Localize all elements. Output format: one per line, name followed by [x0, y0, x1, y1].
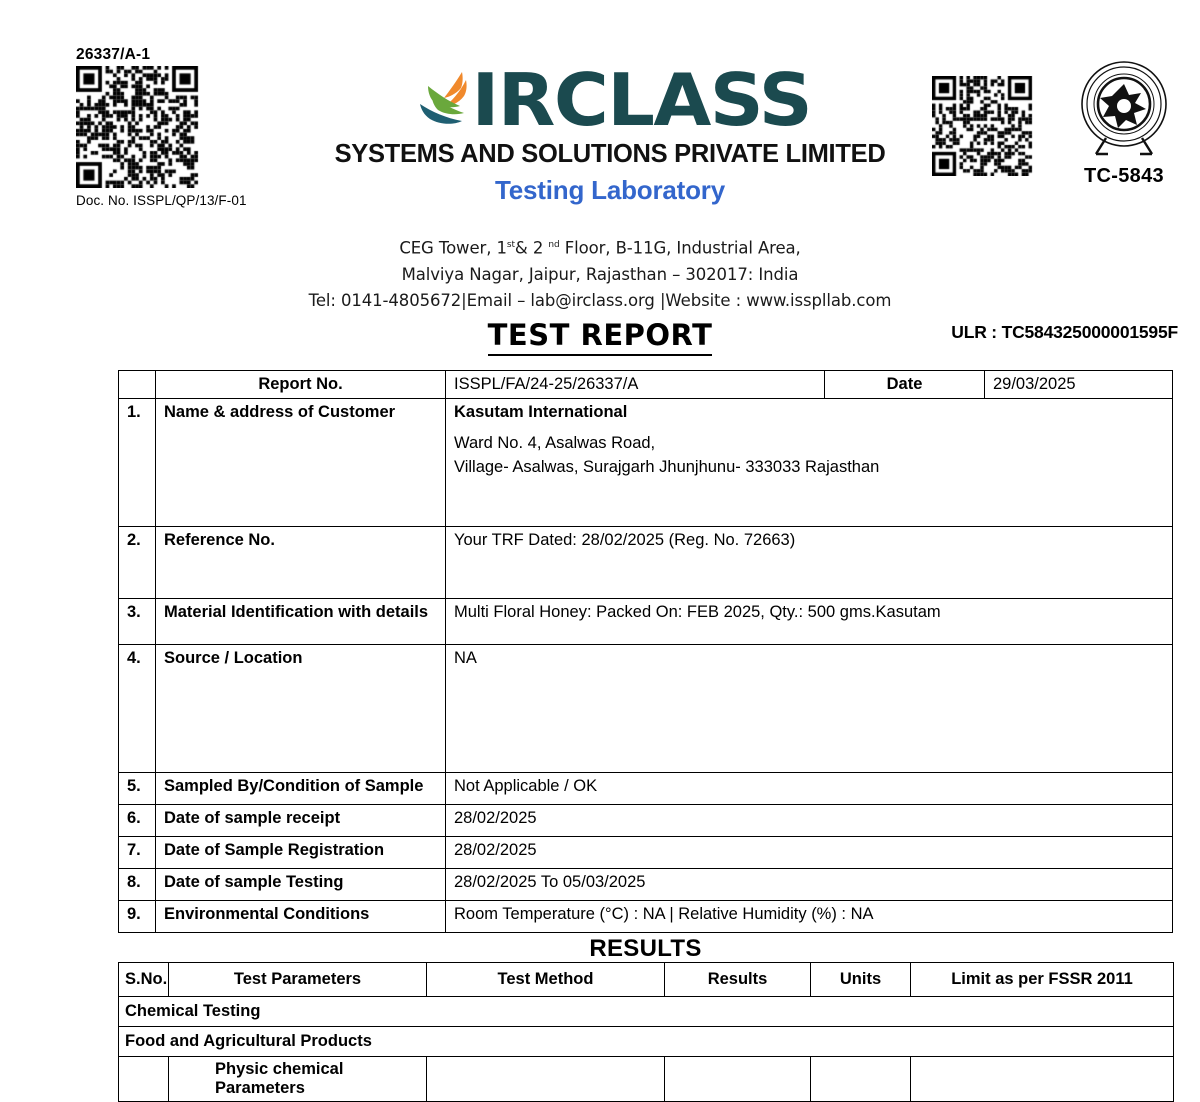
table-row	[119, 527, 1173, 599]
column-header-results: Results	[665, 963, 811, 997]
row-value: Your TRF Dated: 28/02/2025 (Reg. No. 72663)	[446, 527, 1173, 599]
row-label: Material Identification with details	[156, 599, 446, 645]
table-row-report-no	[119, 371, 1173, 399]
company-subtitle: SYSTEMS AND SOLUTIONS PRIVATE LIMITED	[334, 140, 886, 168]
empty-cell	[665, 1057, 811, 1102]
results-header-row	[119, 963, 1174, 997]
document-header	[0, 0, 1200, 225]
row-value: 28/02/2025	[446, 837, 1173, 869]
table-row	[119, 805, 1173, 837]
row-label: Name & address of Customer	[156, 399, 446, 527]
table-row	[119, 645, 1173, 773]
row-number: 4.	[119, 645, 156, 773]
row-label: Date of sample Testing	[156, 869, 446, 901]
row-value: Not Applicable / OK	[446, 773, 1173, 805]
accreditation-number: TC-5843	[1084, 165, 1164, 187]
table-row	[119, 773, 1173, 805]
row-value: 28/02/2025 To 05/03/2025	[446, 869, 1173, 901]
customer-address-line-1: Ward No. 4, Asalwas Road,	[454, 434, 656, 452]
company-logo-block	[300, 57, 920, 206]
row-label: Date of Sample Registration	[156, 837, 446, 869]
date-value: 29/03/2025	[985, 371, 1173, 399]
table-row	[119, 837, 1173, 869]
laboratory-address	[0, 232, 1200, 314]
row-number: 3.	[119, 599, 156, 645]
row-number: 9.	[119, 901, 156, 933]
report-info-table	[118, 370, 1173, 933]
group-label-food-agricultural: Food and Agricultural Products	[119, 1027, 1174, 1057]
ulr-number: ULR : TC584325000001595F	[951, 322, 1178, 342]
row-number: 7.	[119, 837, 156, 869]
row-value: Room Temperature (°C) : NA | Relative Humidity (%) : NA	[446, 901, 1173, 933]
customer-details	[446, 399, 1173, 527]
row-label: Reference No.	[156, 527, 446, 599]
document-code: 26337/A-1	[76, 46, 151, 63]
company-tagline: Testing Laboratory	[495, 175, 725, 205]
empty-cell	[119, 1057, 169, 1102]
qr-code-right	[932, 76, 1036, 181]
row-value: Multi Floral Honey: Packed On: FEB 2025, Qty.: 500 gms.Kasutam	[446, 599, 1173, 645]
nabl-seal-icon	[1072, 58, 1176, 162]
row-number: 2.	[119, 527, 156, 599]
table-row	[119, 901, 1173, 933]
row-number: 5.	[119, 773, 156, 805]
empty-cell	[911, 1057, 1174, 1102]
address-line-1: CEG Tower, 1st& 2 $^{nd}$ Floor, B-11G, Industrial Area,	[399, 238, 801, 258]
customer-name: Kasutam International	[454, 403, 628, 421]
row-label: Sampled By/Condition of Sample	[156, 773, 446, 805]
flame-leaf-icon	[416, 68, 474, 132]
date-label: Date	[825, 371, 985, 399]
row-number: 6.	[119, 805, 156, 837]
qr-code-left	[76, 66, 204, 193]
address-line-2: Malviya Nagar, Jaipur, Rajasthan – 302017: India	[401, 264, 799, 284]
empty-cell	[427, 1057, 665, 1102]
results-group-row	[119, 997, 1174, 1027]
column-header-limit: Limit as per FSSR 2011	[911, 963, 1174, 997]
row-label: Environmental Conditions	[156, 901, 446, 933]
column-header-sno: S.No.	[119, 963, 169, 997]
report-no-label: Report No.	[156, 371, 446, 399]
results-group-row-partial	[119, 1057, 1174, 1102]
table-row	[119, 599, 1173, 645]
address-contact-line: Tel: 0141-4805672|Email – lab@irclass.org |Website : www.isspllab.com	[308, 290, 892, 310]
group-label-chemical-testing: Chemical Testing	[119, 997, 1174, 1027]
table-row	[119, 869, 1173, 901]
report-no-value: ISSPL/FA/24-25/26337/A	[446, 371, 825, 399]
row-number: 8.	[119, 869, 156, 901]
row-label: Source / Location	[156, 645, 446, 773]
row-value: 28/02/2025	[446, 805, 1173, 837]
column-header-units: Units	[811, 963, 911, 997]
empty-sn-cell	[119, 371, 156, 399]
results-table	[118, 962, 1174, 1102]
customer-address-line-2: Village- Asalwas, Surajgarh Jhunjhunu- 333033 Rajasthan	[454, 458, 880, 476]
empty-cell	[811, 1057, 911, 1102]
page-title: TEST REPORT	[0, 318, 1200, 352]
table-row	[119, 399, 1173, 527]
row-label: Date of sample receipt	[156, 805, 446, 837]
document-form-number: Doc. No. ISSPL/QP/13/F-01	[76, 193, 247, 208]
column-header-test-method: Test Method	[427, 963, 665, 997]
row-number: 1.	[119, 399, 156, 527]
report-title-row	[0, 318, 1200, 360]
wordmark-irclass: IRCLASS	[471, 57, 811, 142]
results-section-title: RESULTS	[589, 935, 702, 962]
group-label-physico-chemical: Physic chemical Parameters	[169, 1057, 427, 1102]
row-value: NA	[446, 645, 1173, 773]
results-group-row	[119, 1027, 1174, 1057]
nabl-accreditation-seal	[1060, 58, 1188, 188]
column-header-test-parameters: Test Parameters	[169, 963, 427, 997]
